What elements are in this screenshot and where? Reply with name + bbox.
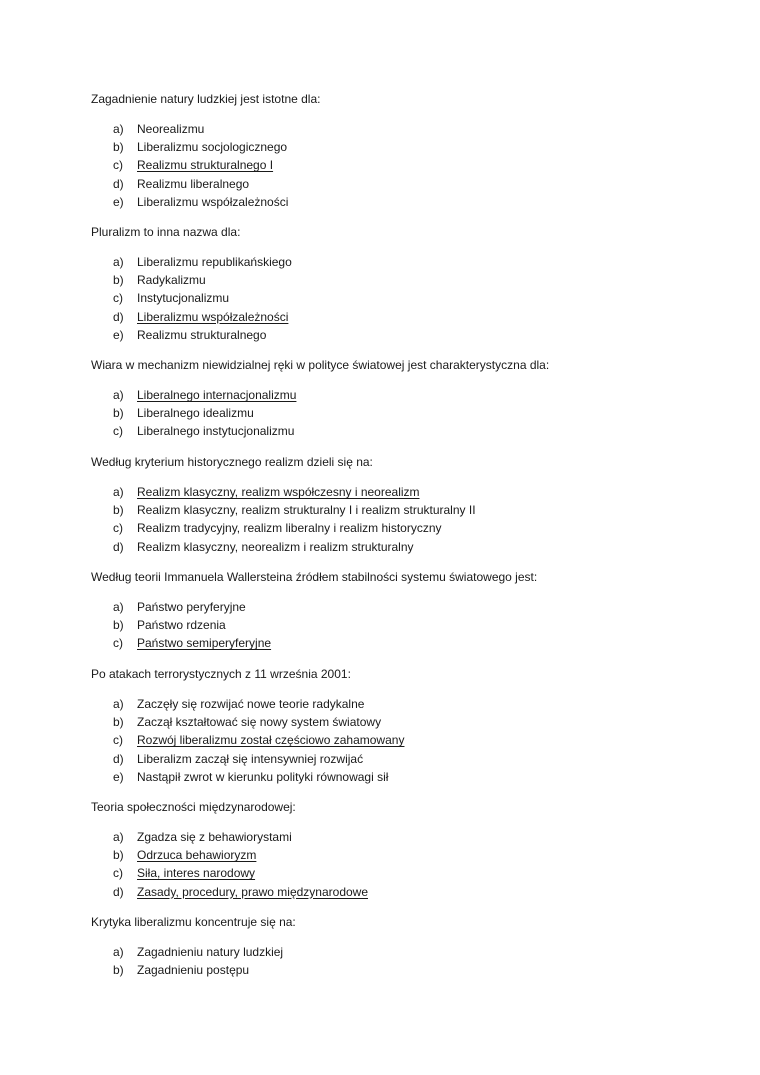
answer-text-underlined: Państwo semiperyferyjne xyxy=(137,636,272,651)
answer-text: Zagadnieniu natury ludzkiej xyxy=(137,945,284,959)
answer-text-underlined: Odrzuca behawioryzm xyxy=(137,848,257,863)
answer-text-underlined: Rozwój liberalizmu został częściowo zahamowany xyxy=(137,733,405,748)
answer-text: Realizm tradycyjny, realizm liberalny i realizm historyczny xyxy=(137,521,442,536)
answer-text: Liberalnego idealizmu xyxy=(137,406,254,421)
answer-marker: e) xyxy=(113,194,124,209)
answer-text-underlined: Siła, interes narodowy xyxy=(137,866,256,881)
question-prompt: Teoria społeczności międzynarodowej: xyxy=(91,800,296,814)
answer-marker: a) xyxy=(113,945,124,959)
answer-text: Neorealizmu xyxy=(137,122,205,136)
answer-marker: c) xyxy=(113,866,123,881)
answer-text-underlined: Liberalnego internacjonalizmu xyxy=(137,388,297,402)
answer-marker: b) xyxy=(113,503,124,518)
answer-marker: b) xyxy=(113,715,124,730)
question-prompt: Według teorii Immanuela Wallersteina źródłem stabilności systemu światowego jest: xyxy=(91,570,538,584)
answer-text: Realizm klasyczny, realizm strukturalny I i realizm strukturalny II xyxy=(137,503,476,518)
answer-marker: a) xyxy=(113,122,124,136)
answer-text-underlined: Realizmu strukturalnego I xyxy=(137,158,274,173)
answer-text-underlined: Liberalizmu współzależności xyxy=(137,309,289,324)
answer-marker: c) xyxy=(113,521,123,536)
answer-text: Liberalizmu współzależności xyxy=(137,194,289,209)
answer-marker: b) xyxy=(113,140,124,155)
question-prompt: Wiara w mechanizm niewidzialnej ręki w polityce światowej jest charakterystyczna dla: xyxy=(91,358,550,372)
answer-text: Państwo rdzenia xyxy=(137,618,226,633)
answer-marker: a) xyxy=(113,388,124,402)
answer-marker: d) xyxy=(113,884,124,899)
answer-marker: b) xyxy=(113,406,124,421)
answer-text-underlined: Realizm klasyczny, realizm współczesny i neorealizm xyxy=(137,485,420,499)
answer-text: Nastąpił zwrot w kierunku polityki równowagi sił xyxy=(137,769,389,784)
answer-text: Liberalnego instytucjonalizmu xyxy=(137,424,295,439)
answer-marker: d) xyxy=(113,309,124,324)
question-prompt: Po atakach terrorystycznych z 11 września 2001: xyxy=(91,667,351,681)
answer-text: Realizmu strukturalnego xyxy=(137,327,267,342)
answer-marker: c) xyxy=(113,636,123,651)
answer-marker: c) xyxy=(113,424,123,439)
answer-text-underlined: Zasady, procedury, prawo międzynarodowe xyxy=(137,884,368,899)
question-prompt: Zagadnienie natury ludzkiej jest istotne dla: xyxy=(91,92,321,106)
answer-text: Zagadnieniu postępu xyxy=(137,963,250,978)
question-prompt: Pluralizm to inna nazwa dla: xyxy=(91,225,241,239)
answer-text: Liberalizmu republikańskiego xyxy=(137,255,292,269)
answer-text: Zaczęły się rozwijać nowe teorie radykalne xyxy=(137,697,365,711)
question-prompt: Krytyka liberalizmu koncentruje się na: xyxy=(91,915,296,929)
answer-text: Radykalizmu xyxy=(137,273,206,288)
answer-marker: e) xyxy=(113,769,124,784)
answer-text: Zaczął kształtować się nowy system światowy xyxy=(137,715,382,730)
answer-text: Liberalizmu socjologicznego xyxy=(137,140,288,155)
answer-marker: b) xyxy=(113,618,124,633)
answer-marker: b) xyxy=(113,273,124,288)
answer-marker: c) xyxy=(113,158,123,173)
answer-marker: a) xyxy=(113,600,124,614)
answer-text: Realizm klasyczny, neorealizm i realizm strukturalny xyxy=(137,539,414,554)
answer-marker: a) xyxy=(113,255,124,269)
answer-text: Zgadza się z behawiorystami xyxy=(137,830,292,844)
answer-marker: d) xyxy=(113,176,124,191)
answer-marker: a) xyxy=(113,830,124,844)
answer-marker: d) xyxy=(113,539,124,554)
answer-marker: c) xyxy=(113,291,123,306)
answer-marker: a) xyxy=(113,697,124,711)
answer-text: Realizmu liberalnego xyxy=(137,176,250,191)
answer-marker: d) xyxy=(113,751,124,766)
answer-marker: e) xyxy=(113,327,124,342)
answer-marker: c) xyxy=(113,733,123,748)
answer-marker: a) xyxy=(113,485,124,499)
answer-text: Instytucjonalizmu xyxy=(137,291,230,306)
answer-marker: b) xyxy=(113,963,124,978)
answer-text: Liberalizm zaczął się intensywniej rozwijać xyxy=(137,751,364,766)
answer-marker: b) xyxy=(113,848,124,863)
answer-text: Państwo peryferyjne xyxy=(137,600,246,614)
question-prompt: Według kryterium historycznego realizm dzieli się na: xyxy=(91,455,373,469)
